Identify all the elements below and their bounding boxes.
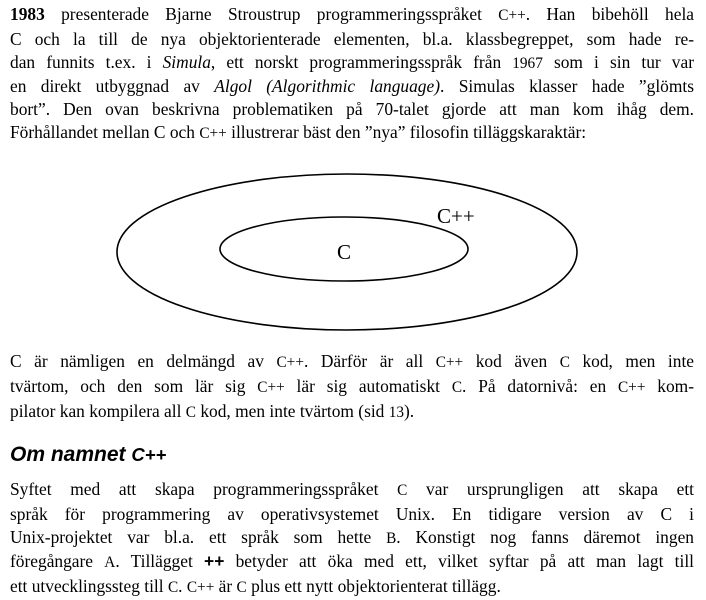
c-set-label: C [337,240,352,264]
text-span: dan funnits t.ex. i [10,51,163,72]
text-span: C är nämligen en delmängd av [10,351,277,371]
heading-text: Om namnet [10,443,132,466]
cpp-term: C++ [257,378,285,396]
cpp-term: C++ [498,7,526,24]
text-line: C och la till de nya objektorienterade elementen, bl.a. klassbegreppet, som hade re- [10,28,694,49]
c-term: C [167,579,179,597]
text-line [10,400,694,425]
venn-diagram [0,170,706,340]
cpp-term: C++ [435,354,464,371]
text-span: plus ett nytt objektorienterat tillägg. [246,576,501,597]
cpp-term: C++ [276,354,304,371]
text-span: illustrerar bäst den ”nya” filosofin tilläggskaraktär: [226,121,587,142]
text-span: var ursprungligen att skapa ett [407,479,694,499]
text-span: . På datornivå: en [462,375,618,396]
page-reference: 13 [388,403,405,421]
name-origin-paragraph [10,478,694,600]
year-1983: 1983 [10,4,45,24]
text-line [10,550,694,575]
text-line [10,478,694,503]
text-span: . Simulas klasser hade ”glömts [440,76,695,97]
cpp-term: C++ [617,378,646,396]
text-span: , ett norskt programmeringsspråk från [210,51,513,72]
c-term: C [559,354,570,371]
text-span: föregångare [10,551,105,572]
text-span: som i sin tur var [542,51,694,72]
cpp-term: C++ [186,579,215,597]
text-line [10,526,694,551]
text-span: kod, men inte [569,351,694,371]
subset-paragraph [10,350,694,424]
text-span: är [214,576,237,597]
b-term: B [386,529,397,547]
text-span: Syftet med att skapa programmeringsspråket [10,479,398,499]
c-term: C [236,579,247,597]
text-line [10,375,694,400]
text-span: Förhållandet mellan C och [10,121,200,142]
text-span: en direkt utbyggnad av [10,76,215,97]
text-line [10,575,694,600]
text-span: kod, men inte tvärtom (sid [196,400,389,421]
text-span: . [178,576,187,597]
text-span: lär sig automatiskt [284,375,452,396]
c-term: C [397,482,408,499]
algol-term: Algol (Algorithmic language) [214,76,441,97]
increment-operator: ++ [204,551,225,572]
text-line [10,3,694,28]
cpp-term: C++ [199,124,227,142]
text-line: bort”. Den ovan beskrivna problematiken på 70-talet gjorde att man kom ihåg dem. [10,99,694,120]
text-span: ett utvecklingssteg till [10,576,168,597]
heading-cpp: C++ [131,444,167,465]
text-span: kom- [645,375,694,396]
a-term: A [104,554,116,572]
text-span: Unix-projektet var bl.a. ett språk som hette [10,526,387,547]
text-span: presenterade Bjarne Stroustrup programmeringsspråket [44,4,499,24]
text-line [10,75,694,98]
text-span: . Därför är all [303,351,436,371]
text-line: språk för programmering av operativsystemet Unix. En tidigare version av C i [10,503,694,524]
text-span: pilator kan kompilera all [10,400,186,421]
year-1967: 1967 [512,54,543,72]
text-span: tvärtom, och den som lär sig [10,375,258,396]
simula-term: Simula [162,51,211,72]
c-term: C [185,403,196,421]
c-term: C [451,378,463,396]
text-span: ). [404,400,415,421]
text-span: . Konstigt nog fanns däremot ingen [396,526,694,547]
cpp-set-label: C++ [437,204,475,228]
text-span: . Han bibehöll hela [525,4,694,24]
text-span: kod även [463,351,560,371]
text-line [10,121,694,146]
intro-paragraph [10,3,694,146]
text-line [10,350,694,375]
text-span: . Tillägget [115,551,205,572]
text-span: betyder att öka med ett, vilket syftar på att man lagt till [224,551,694,572]
section-heading [10,442,166,468]
text-line [10,51,694,76]
